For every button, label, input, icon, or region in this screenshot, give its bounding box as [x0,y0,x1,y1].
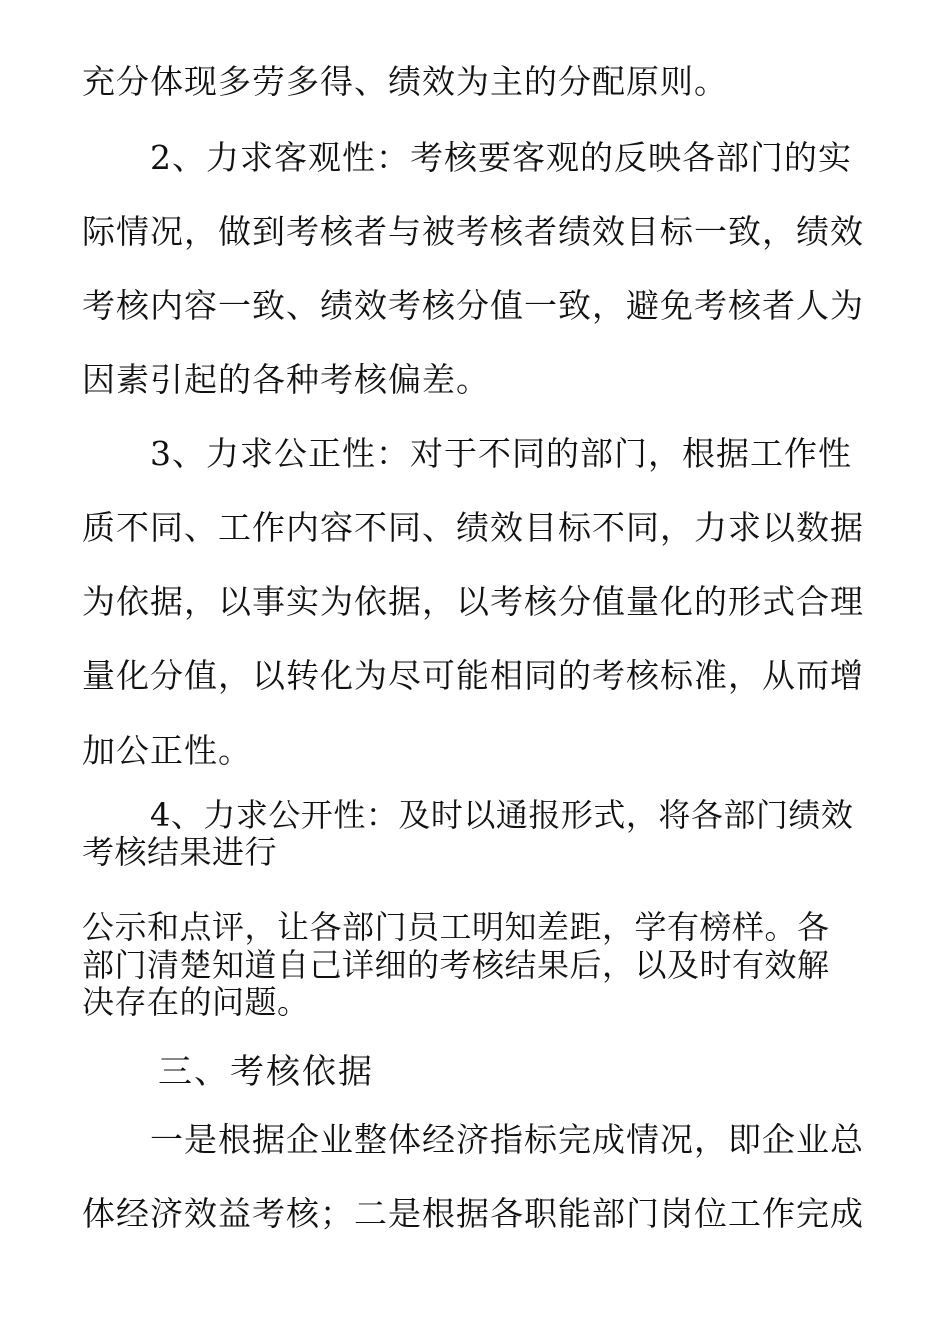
paragraph-line: 加公正性。 [82,731,252,770]
paragraph-line: 考核内容一致、绩效考核分值一致，避免考核者人为 [82,286,864,325]
paragraph-line: 量化分值，以转化为尽可能相同的考核标准，从而增 [82,656,864,695]
paragraph-line: 充分体现多劳多得、绩效为主的分配原则。 [82,62,728,101]
paragraph-line: 2、力求客观性：考核要客观的反映各部门的实 [150,138,852,177]
paragraph-line: 4、力求公开性：及时以通报形式，将各部门绩效 [150,796,854,834]
paragraph-line: 体经济效益考核；二是根据各职能部门岗位工作完成 [82,1194,864,1233]
paragraph-line: 因素引起的各种考核偏差。 [82,360,490,399]
paragraph-line: 为依据，以事实为依据，以考核分值量化的形式合理 [82,582,864,621]
paragraph-line: 3、力求公正性：对于不同的部门，根据工作性 [150,434,852,473]
paragraph-line: 质不同、工作内容不同、绩效目标不同，力求以数据 [82,508,864,547]
paragraph-line: 际情况，做到考核者与被考核者绩效目标一致，绩效 [82,212,864,251]
paragraph-line: 考核结果进行 [82,833,278,871]
paragraph-line: 决存在的问题。 [82,983,310,1021]
paragraph-line: 部门清楚知道自己详细的考核结果后，以及时有效解 [82,946,830,984]
paragraph-line: 一是根据企业整体经济指标完成情况，即企业总 [150,1120,864,1159]
section-heading: 三、考核依据 [158,1052,374,1092]
paragraph-line: 公示和点评，让各部门员工明知差距，学有榜样。各 [82,908,830,946]
